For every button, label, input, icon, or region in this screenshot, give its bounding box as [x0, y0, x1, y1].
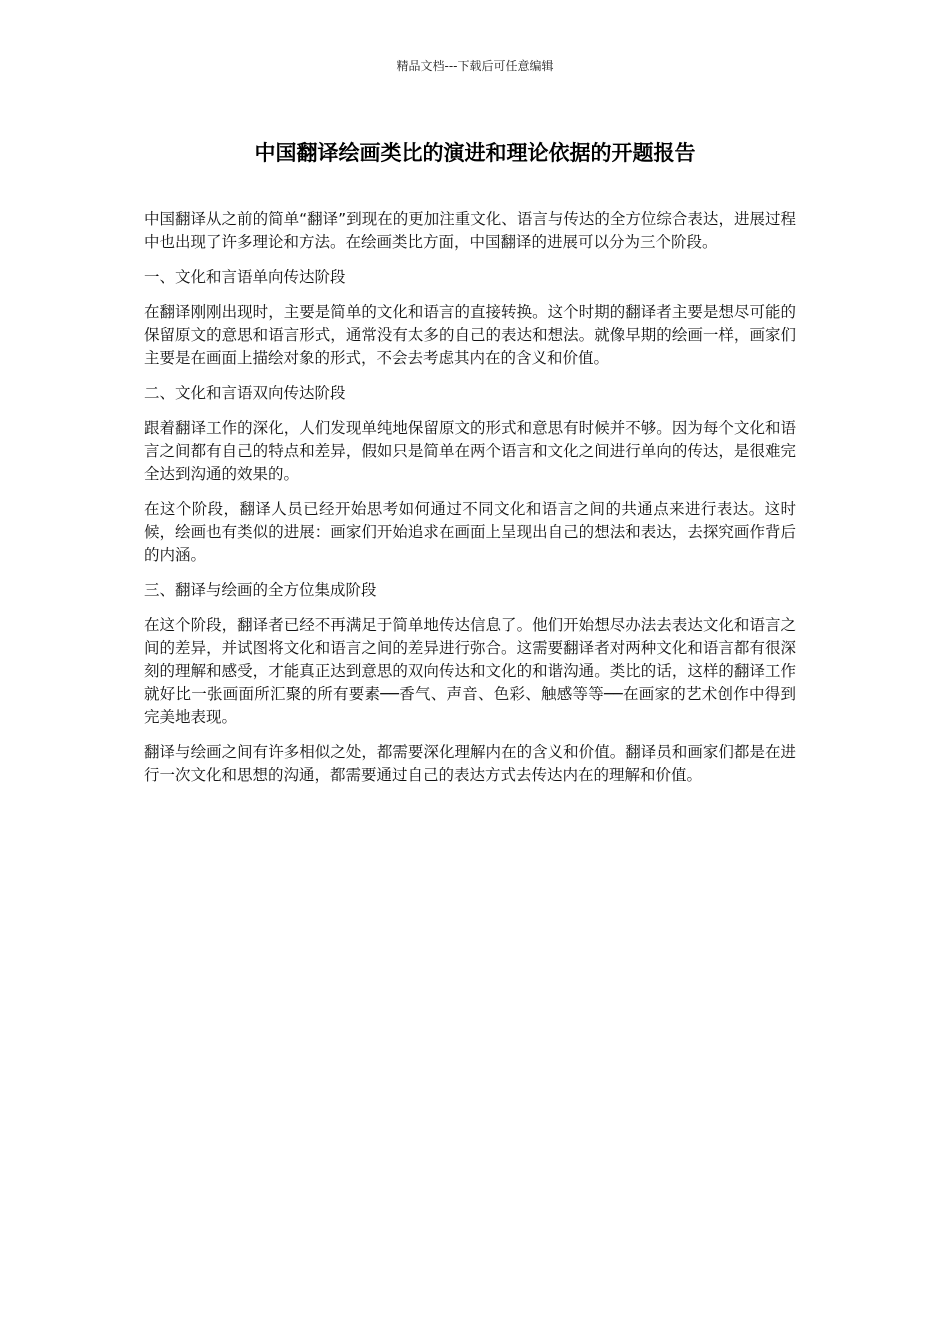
section-heading-2: 二、文化和言语双向传达阶段 [144, 384, 346, 402]
section-heading-3: 三、翻译与绘画的全方位集成阶段 [144, 581, 377, 599]
section-2-paragraph-1: 跟着翻译工作的深化，人们发现单纯地保留原文的形式和意思有时候并不够。因为每个文化和语言之间都有自己的特点和差异，假如只是简单在两个语言和文化之间进行单向的传达，是很难完全达到沟通的效果的。 [144, 419, 796, 483]
section-1-paragraph-1: 在翻译刚刚出现时，主要是简单的文化和语言的直接转换。这个时期的翻译者主要是想尽可能的保留原文的意思和语言形式，通常没有太多的自己的表达和想法。就像早期的绘画一样，画家们主要是在画面上描绘对象的形式，不会去考虑其内在的含义和价值。 [144, 303, 796, 367]
document-body [144, 208, 796, 799]
section-2-paragraph-2: 在这个阶段，翻译人员已经开始思考如何通过不同文化和语言之间的共通点来进行表达。这时候，绘画也有类似的进展：画家们开始追求在画面上呈现出自己的想法和表达，去探究画作背后的内涵。 [144, 500, 796, 564]
section-3-paragraph-1: 在这个阶段，翻译者已经不再满足于简单地传达信息了。他们开始想尽办法去表达文化和语言之间的差异，并试图将文化和语言之间的差异进行弥合。这需要翻译者对两种文化和语言都有很深刻的理解和感受，才能真正达到意思的双向传达和文化的和谐沟通。类比的话，这样的翻译工作就好比一张画面所汇聚的所有要素──香气、声音、色彩、触感等等──在画家的艺术创作中得到完美地表现。 [144, 616, 796, 726]
section-heading-1: 一、文化和言语单向传达阶段 [144, 268, 346, 286]
document-title: 中国翻译绘画类比的演进和理论依据的开题报告 [254, 141, 696, 165]
header-note: 精品文档---下载后可任意编辑 [396, 59, 554, 73]
conclusion-paragraph: 翻译与绘画之间有许多相似之处，都需要深化理解内在的含义和价值。翻译员和画家们都是在进行一次文化和思想的沟通，都需要通过自己的表达方式去传达内在的理解和价值。 [144, 743, 796, 784]
intro-paragraph: 中国翻译从之前的简单“翻译”到现在的更加注重文化、语言与传达的全方位综合表达，进展过程中也出现了许多理论和方法。在绘画类比方面，中国翻译的进展可以分为三个阶段。 [144, 210, 796, 251]
